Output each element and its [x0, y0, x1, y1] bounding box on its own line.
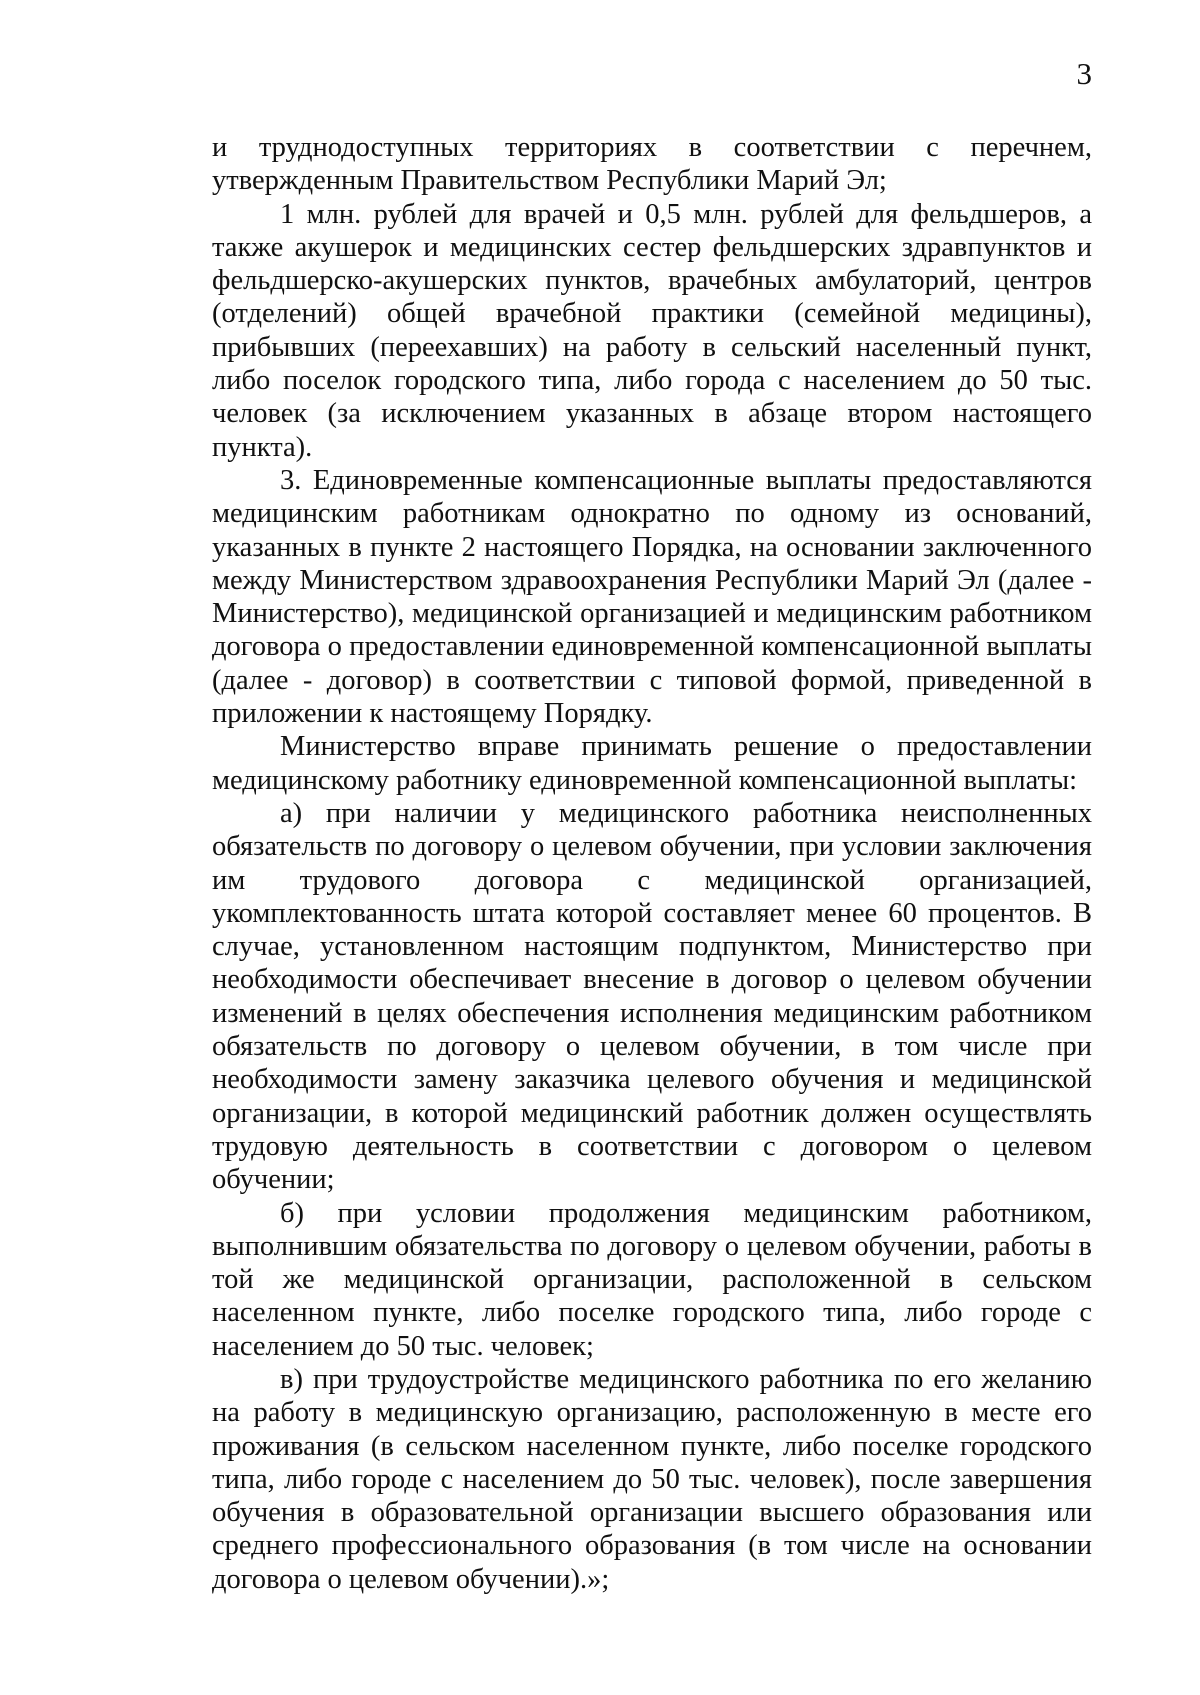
paragraph: Министерство вправе принимать решение о предоставлении медицинскому работнику единовременной компенсационной выплаты: — [212, 731, 1092, 796]
page-number: 3 — [1076, 56, 1092, 91]
paragraph: и труднодоступных территориях в соответствии с перечнем, утвержденным Правительством Республики Марий Эл; — [212, 132, 1092, 197]
paragraph: а) при наличии у медицинского работника неисполненных обязательств по договору о целевом обучении, при условии заключения им трудового договора с медицинской организацией, укомплектованность штата которой составляет менее 60 процентов. В случае, установленном настоящим подпунктом, Министерство при необходимости обеспечивает внесение в договор о целевом обучении изменений в целях обеспечения исполнения медицинским работником обязательств по договору о целевом обучении, в том числе при необходимости замену заказчика целевого обучения и медицинской организации, в которой медицинский работник должен осуществлять трудовую деятельность в соответствии с договором о целевом обучении; — [212, 797, 1092, 1196]
paragraph: б) при условии продолжения медицинским работником, выполнившим обязательства по договору о целевом обучении, работы в той же медицинской организации, расположенной в сельском населенном пункте, либо поселке городского типа, либо городе с населением до 50 тыс. человек; — [212, 1197, 1092, 1362]
paragraph: 1 млн. рублей для врачей и 0,5 млн. рублей для фельдшеров, а также акушерок и медицинских сестер фельдшерских здравпунктов и фельдшерско-акушерских пунктов, врачебных амбулаторий, центров (отделений) общей врачебной практики (семейной медицины), прибывших (переехавших) на работу в сельский населенный пункт, либо поселок городского типа, либо города с населением до 50 тыс. человек (за исключением указанных в абзаце втором настоящего пункта). — [212, 198, 1092, 463]
document-body — [212, 131, 1092, 1596]
paragraph: 3. Единовременные компенсационные выплаты предоставляются медицинским работникам однократно по одному из оснований, указанных в пункте 2 настоящего Порядка, на основании заключенного между Министерством здравоохранения Республики Марий Эл (далее - Министерство), медицинской организацией и медицинским работником договора о предоставлении единовременной компенсационной выплаты (далее - договор) в соответствии с типовой формой, приведенной в приложении к настоящему Порядку. — [212, 464, 1092, 730]
paragraph: в) при трудоустройстве медицинского работника по его желанию на работу в медицинскую организацию, расположенную в месте его проживания (в сельском населенном пункте, либо поселке городского типа, либо городе с населением до 50 тыс. человек), после завершения обучения в образовательной организации высшего образования или среднего профессионального образования (в том числе на основании договора о целевом обучении).»; — [212, 1363, 1092, 1595]
